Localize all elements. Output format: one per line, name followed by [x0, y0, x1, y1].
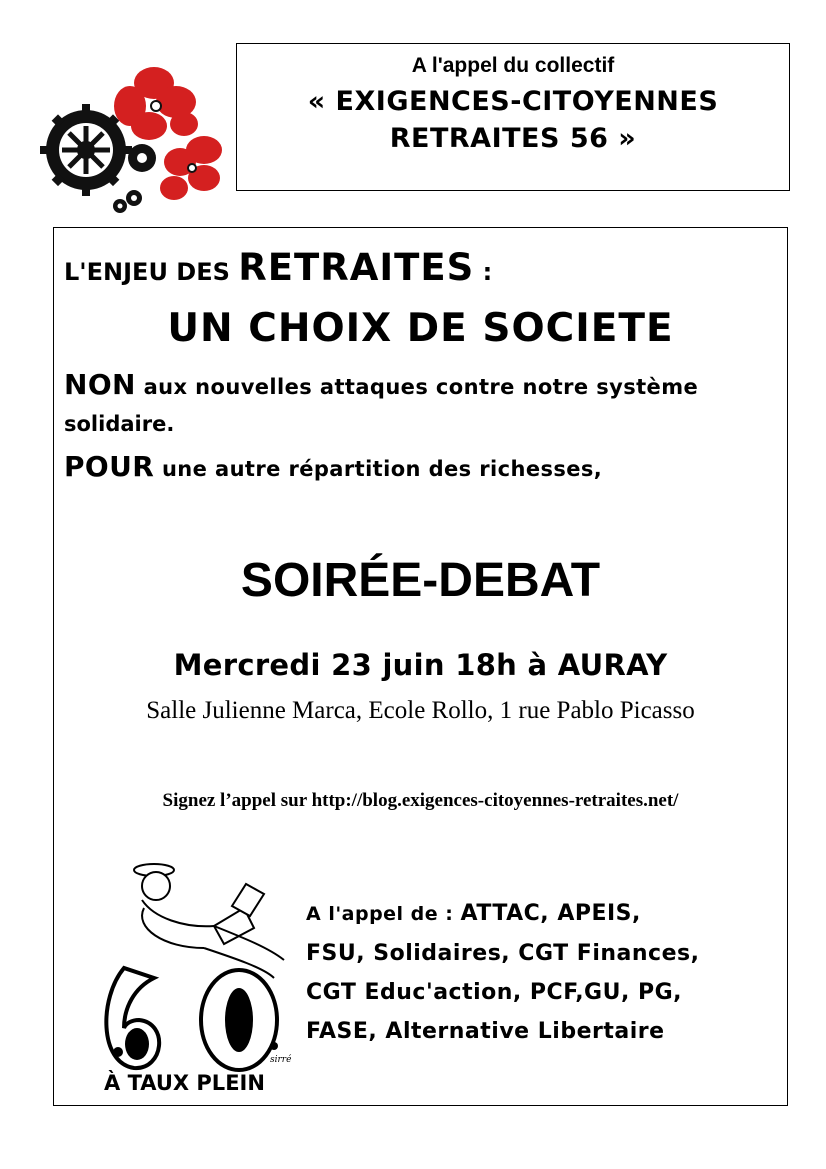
non-lead: NON — [64, 368, 136, 401]
event-venue: Salle Julienne Marca, Ecole Rollo, 1 rue Pablo Picasso — [146, 697, 695, 724]
pour-lead: POUR — [64, 450, 155, 483]
pour-text: une autre répartition des richesses, — [154, 457, 603, 481]
non-continuation: solidaire. — [64, 412, 175, 436]
non-statement — [64, 368, 698, 401]
header-box — [236, 43, 790, 191]
pour-statement — [64, 450, 602, 483]
retiree-cartoon-icon — [94, 848, 294, 1098]
event-date: Mercredi 23 juin 18h à AURAY — [173, 648, 668, 682]
header-line-2: « EXIGENCES-CITOYENNES — [307, 86, 719, 117]
header-line-1: A l'appel du collectif — [411, 54, 615, 77]
sign-link[interactable]: Signez l’appel sur http://blog.exigences-citoyennes-retraites.net/ — [162, 790, 679, 811]
event-title: SOIRÉE-DEBAT — [240, 554, 601, 607]
organisers-line-1 — [306, 894, 699, 934]
organisers-prefix: A l'appel de : — [306, 903, 461, 925]
enjeu-prefix: L'ENJEU DES — [64, 258, 230, 286]
organisers-line-1-text: ATTAC, APEIS, — [460, 901, 641, 926]
red-flower-icon — [114, 67, 222, 200]
header-line-3: RETRAITES 56 » — [389, 123, 637, 154]
gear-flower-logo-icon — [34, 58, 230, 218]
choix-heading: UN CHOIX DE SOCIETE — [167, 306, 674, 351]
organisers-list — [306, 894, 699, 1051]
enjeu-suffix: : — [482, 258, 493, 286]
enjeu-word: RETRAITES — [238, 246, 475, 289]
enjeu-heading — [64, 246, 492, 289]
organisers-line-2: FSU, Solidaires, CGT Finances, — [306, 941, 700, 966]
main-box — [53, 227, 788, 1106]
non-text: aux nouvelles attaques contre notre système — [135, 375, 699, 399]
organisers-line-4: FASE, Alternative Libertaire — [306, 1019, 665, 1044]
organisers-line-3: CGT Educ'action, PCF,GU, PG, — [306, 980, 683, 1005]
cartoon-caption: À TAUX PLEIN — [104, 1071, 265, 1095]
cartoon-signature: sirré — [270, 1055, 292, 1065]
